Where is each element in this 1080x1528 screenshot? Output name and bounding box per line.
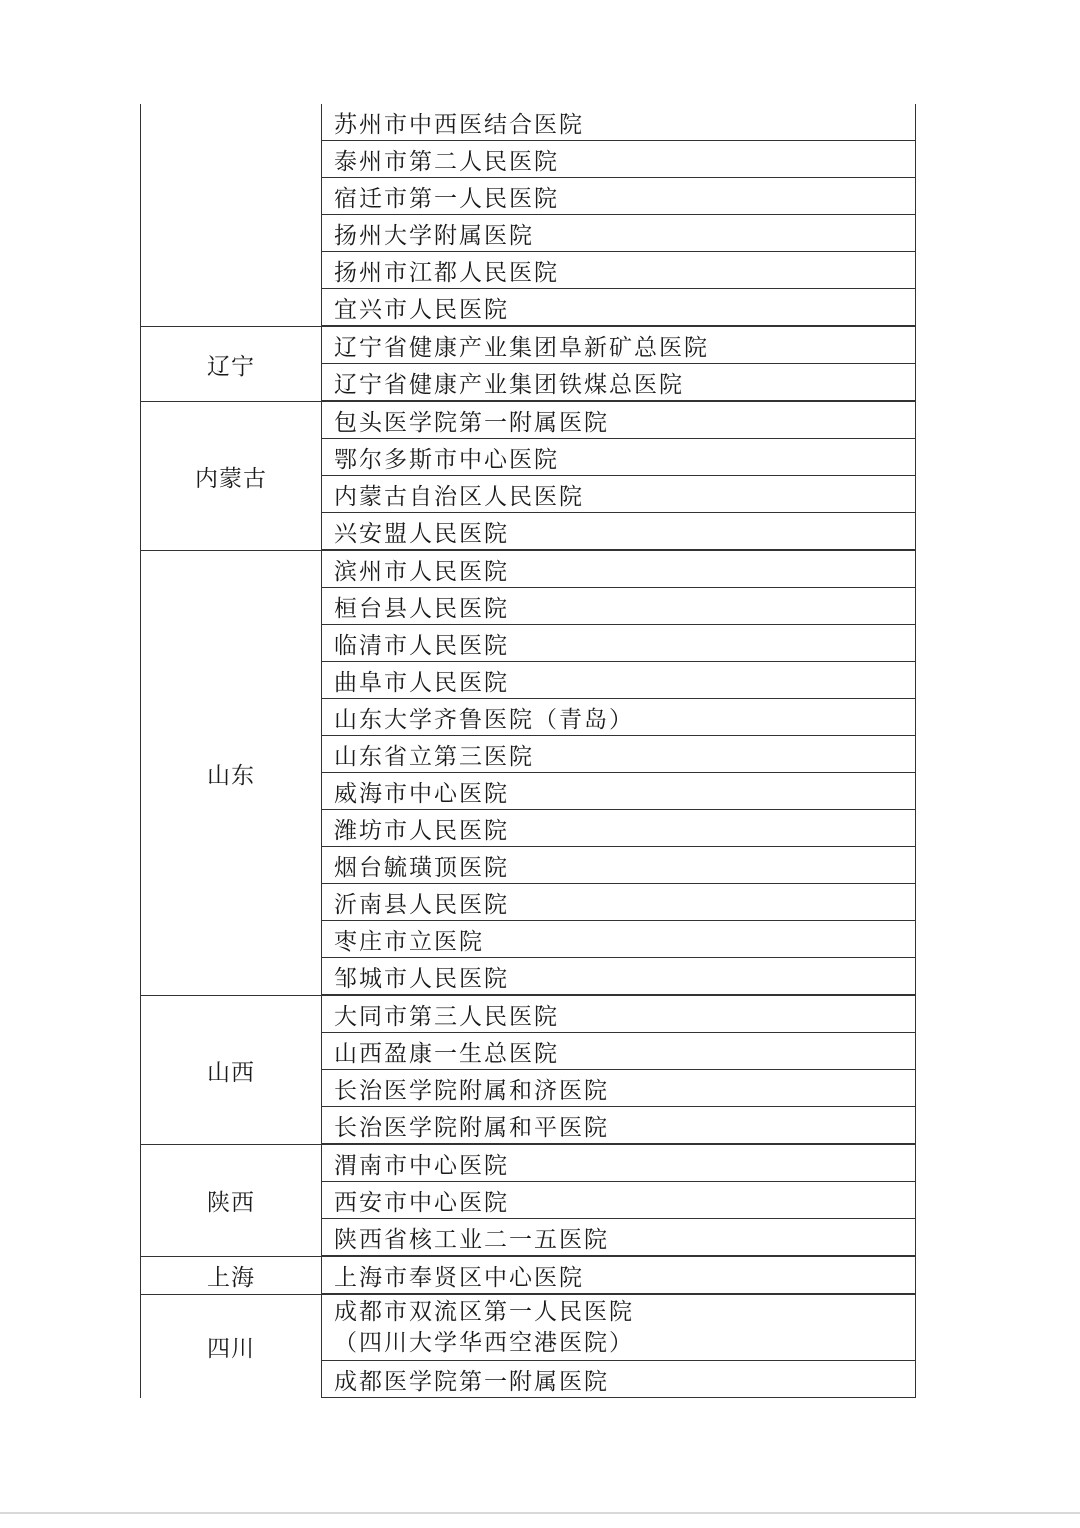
hospital-list xyxy=(321,551,916,995)
hospital-name: 山东大学齐鲁医院（青岛） xyxy=(334,706,634,733)
hospital-name: 包头医学院第一附属医院 xyxy=(334,409,609,436)
hospital-name: 苏州市中西医结合医院 xyxy=(334,111,584,138)
hospital-row xyxy=(322,178,915,215)
hospital-row xyxy=(322,439,915,476)
hospital-row xyxy=(322,289,915,326)
hospital-name: 成都医学院第一附属医院 xyxy=(334,1368,609,1395)
hospital-row xyxy=(322,699,915,736)
hospital-name: 大同市第三人民医院 xyxy=(334,1003,559,1030)
region-group xyxy=(140,1144,916,1256)
hospital-row xyxy=(322,1361,915,1398)
hospital-name: 山东省立第三医院 xyxy=(334,743,534,770)
hospital-list xyxy=(321,402,916,550)
hospital-row xyxy=(322,921,915,958)
region-group xyxy=(140,995,916,1144)
region-cell: 内蒙古 xyxy=(140,402,321,550)
hospital-name-line: 成都市双流区第一人民医院 xyxy=(334,1298,634,1325)
hospital-name: 临清市人民医院 xyxy=(334,632,509,659)
hospital-row xyxy=(322,252,915,289)
hospital-row xyxy=(322,1107,915,1144)
hospital-row xyxy=(322,958,915,995)
hospital-row xyxy=(322,215,915,252)
hospital-name: 威海市中心医院 xyxy=(334,780,509,807)
hospital-row xyxy=(322,588,915,625)
hospital-name: 滨州市人民医院 xyxy=(334,558,509,585)
hospital-row xyxy=(322,104,915,141)
hospital-row xyxy=(322,476,915,513)
region-group xyxy=(140,1294,916,1398)
hospital-name: 上海市奉贤区中心医院 xyxy=(334,1264,584,1291)
region-cell: 山西 xyxy=(140,996,321,1144)
hospital-name-line: （四川大学华西空港医院） xyxy=(334,1329,634,1356)
region-group xyxy=(140,401,916,550)
hospital-row xyxy=(322,513,915,550)
hospital-name: 西安市中心医院 xyxy=(334,1189,509,1216)
hospital-list xyxy=(321,327,916,401)
region-group xyxy=(140,104,916,326)
page-bottom-rule xyxy=(0,1512,1080,1514)
hospital-row xyxy=(322,1070,915,1107)
hospital-name: 邹城市人民医院 xyxy=(334,965,509,992)
hospital-name: 兴安盟人民医院 xyxy=(334,520,509,547)
hospital-name: 渭南市中心医院 xyxy=(334,1152,509,1179)
hospital-row xyxy=(322,551,915,588)
hospital-name: 烟台毓璜顶医院 xyxy=(334,854,509,881)
hospital-row xyxy=(322,141,915,178)
region-cell: 山东 xyxy=(140,551,321,995)
hospital-row xyxy=(322,810,915,847)
hospital-row xyxy=(322,1219,915,1256)
hospital-row xyxy=(322,1145,915,1182)
hospital-name: 潍坊市人民医院 xyxy=(334,817,509,844)
region-cell: 辽宁 xyxy=(140,327,321,401)
hospital-row xyxy=(322,625,915,662)
region-group xyxy=(140,1256,916,1294)
hospital-list xyxy=(321,1257,916,1294)
hospital-row xyxy=(322,773,915,810)
hospital-name: 扬州大学附属医院 xyxy=(334,222,534,249)
hospital-name: 桓台县人民医院 xyxy=(334,595,509,622)
hospital-name: 曲阜市人民医院 xyxy=(334,669,509,696)
hospital-name: 内蒙古自治区人民医院 xyxy=(334,483,584,510)
hospital-name: 陕西省核工业二一五医院 xyxy=(334,1226,609,1253)
hospital-name: 辽宁省健康产业集团铁煤总医院 xyxy=(334,371,684,398)
hospital-row xyxy=(322,327,915,364)
hospital-name: 沂南县人民医院 xyxy=(334,891,509,918)
hospital-row xyxy=(322,736,915,773)
hospital-row xyxy=(322,1295,915,1361)
region-cell: 陕西 xyxy=(140,1145,321,1256)
hospital-row xyxy=(322,662,915,699)
hospital-name: 泰州市第二人民医院 xyxy=(334,148,559,175)
hospital-row xyxy=(322,364,915,401)
region-cell xyxy=(140,104,321,326)
hospital-row xyxy=(322,1257,915,1294)
hospital-row xyxy=(322,1182,915,1219)
region-group xyxy=(140,326,916,401)
hospital-row xyxy=(322,847,915,884)
hospital-name: 山西盈康一生总医院 xyxy=(334,1040,559,1067)
hospital-name: 宜兴市人民医院 xyxy=(334,296,509,323)
hospital-row xyxy=(322,402,915,439)
hospital-list xyxy=(321,1145,916,1256)
hospital-row xyxy=(322,884,915,921)
hospital-name: 辽宁省健康产业集团阜新矿总医院 xyxy=(334,334,709,361)
hospital-name: 枣庄市立医院 xyxy=(334,928,484,955)
hospital-list xyxy=(321,104,916,326)
region-cell: 上海 xyxy=(140,1257,321,1294)
region-cell: 四川 xyxy=(140,1295,321,1398)
hospital-name: 长治医学院附属和平医院 xyxy=(334,1114,609,1141)
hospital-name: 宿迁市第一人民医院 xyxy=(334,185,559,212)
hospital-name: 扬州市江都人民医院 xyxy=(334,259,559,286)
hospital-list xyxy=(321,1295,916,1398)
hospital-list xyxy=(321,996,916,1144)
hospital-table xyxy=(140,104,916,1398)
hospital-name: 鄂尔多斯市中心医院 xyxy=(334,446,559,473)
hospital-name: 长治医学院附属和济医院 xyxy=(334,1077,609,1104)
hospital-row xyxy=(322,1033,915,1070)
region-group xyxy=(140,550,916,995)
hospital-row xyxy=(322,996,915,1033)
